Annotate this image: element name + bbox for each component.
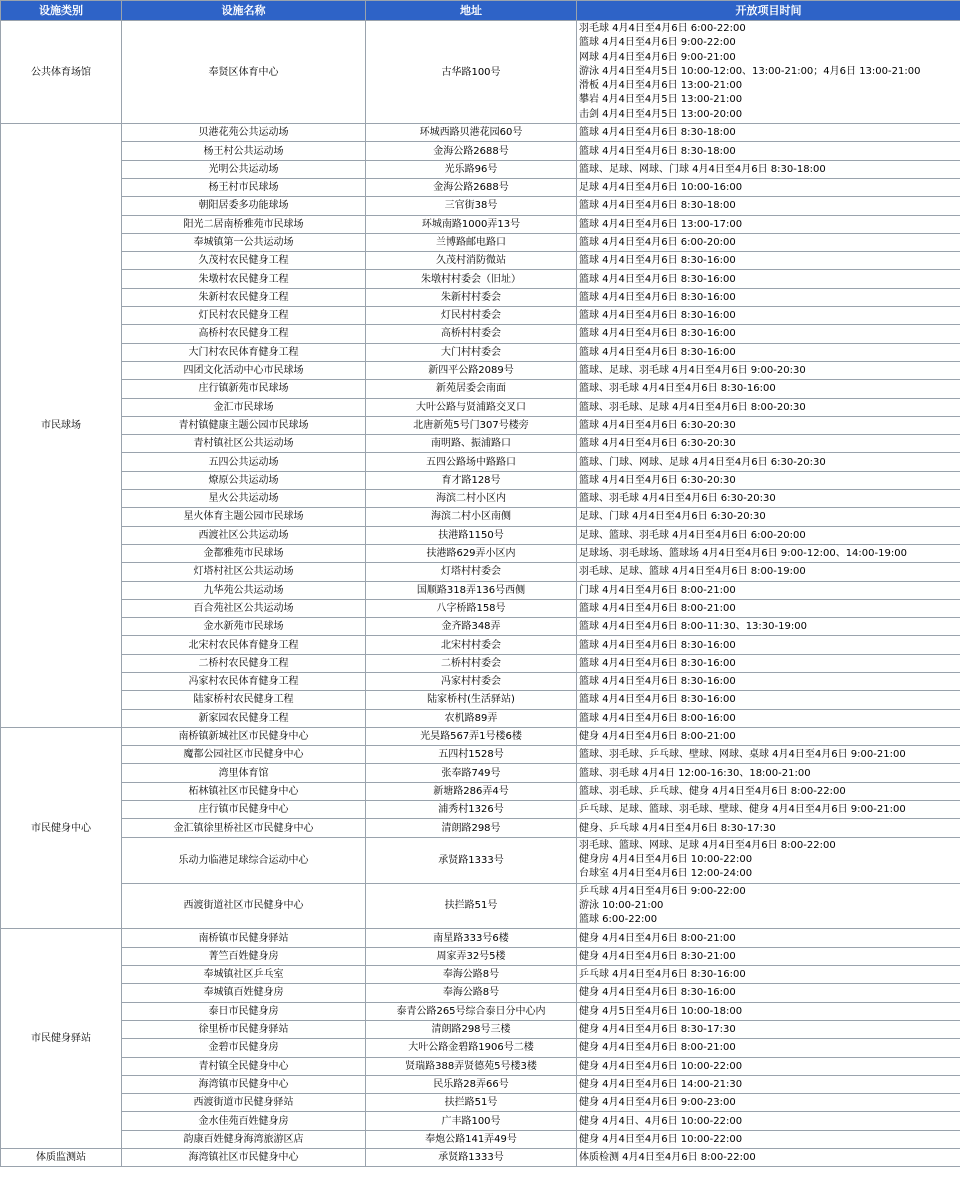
table-row xyxy=(1,270,960,288)
open-time-line: 篮球 4月4日至4月6日 9:00-22:00 xyxy=(579,37,736,49)
header-category: 设施类别 xyxy=(1,1,122,21)
open-time-cell xyxy=(577,618,960,636)
open-time-line: 健身 4月4日至4月6日 10:00-22:00 xyxy=(579,1060,743,1072)
open-time-line: 篮球 4月4日至4月6日 8:00-11:30、13:30-19:00 xyxy=(579,621,807,633)
facility-name-cell: 金碧市民健身房 xyxy=(122,1039,366,1057)
table-row xyxy=(1,984,960,1002)
table-row xyxy=(1,288,960,306)
open-time-cell xyxy=(577,563,960,581)
open-time-line: 健身 4月4日至4月6日 8:00-21:00 xyxy=(579,932,736,944)
facility-name-cell: 久茂村农民健身工程 xyxy=(122,252,366,270)
facility-name-cell: 青村镇全民健身中心 xyxy=(122,1057,366,1075)
address-cell: 光乐路96号 xyxy=(366,160,577,178)
table-row xyxy=(1,435,960,453)
open-time-line: 羽毛球、足球、篮球 4月4日至4月6日 8:00-19:00 xyxy=(579,566,806,578)
table-row xyxy=(1,160,960,178)
category-cell: 市民健身驿站 xyxy=(1,929,122,1149)
open-time-cell xyxy=(577,1094,960,1112)
table-row xyxy=(1,883,960,929)
open-time-line: 健身 4月4日至4月6日 8:00-21:00 xyxy=(579,731,736,743)
address-cell: 承贤路1333号 xyxy=(366,837,577,883)
address-cell: 灯民村村委会 xyxy=(366,307,577,325)
address-cell: 二桥村村委会 xyxy=(366,654,577,672)
open-time-cell xyxy=(577,416,960,434)
open-time-line: 健身 4月4日至4月6日 8:30-17:30 xyxy=(579,1024,736,1036)
open-time-cell xyxy=(577,21,960,124)
table-row xyxy=(1,1112,960,1130)
facility-name-cell: 金汇镇徐里桥社区市民健身中心 xyxy=(122,819,366,837)
open-time-line: 网球 4月4日至4月6日 9:00-21:00 xyxy=(579,51,736,63)
address-cell: 五四公路场中路路口 xyxy=(366,453,577,471)
table-row xyxy=(1,453,960,471)
open-time-line: 足球、篮球、羽毛球 4月4日至4月6日 6:00-20:00 xyxy=(579,529,806,541)
open-time-line: 游泳 10:00-21:00 xyxy=(579,899,664,911)
table-body xyxy=(1,21,960,1167)
facility-name-cell: 西渡街道市民健身驿站 xyxy=(122,1094,366,1112)
open-time-cell xyxy=(577,1057,960,1075)
facility-name-cell: 菁竺百姓健身房 xyxy=(122,947,366,965)
address-cell: 高桥村村委会 xyxy=(366,325,577,343)
address-cell: 八字桥路158号 xyxy=(366,599,577,617)
open-time-line: 足球场、羽毛球场、篮球场 4月4日至4月6日 9:00-12:00、14:00-19:00 xyxy=(579,548,907,560)
open-time-line: 击剑 4月4日至4月5日 13:00-20:00 xyxy=(579,108,743,120)
address-cell: 泰青公路265号综合泰日分中心内 xyxy=(366,1002,577,1020)
open-time-line: 篮球 4月4日至4月6日 8:00-16:00 xyxy=(579,712,736,724)
open-time-line: 篮球 6:00-22:00 xyxy=(579,914,658,926)
open-time-line: 乒乓球 4月4日至4月6日 8:30-16:00 xyxy=(579,969,746,981)
address-cell: 北唐新苑5号门307号楼旁 xyxy=(366,416,577,434)
open-time-line: 篮球 4月4日至4月6日 8:30-16:00 xyxy=(579,273,736,285)
table-row xyxy=(1,746,960,764)
facility-name-cell: 金水新苑市民球场 xyxy=(122,618,366,636)
open-time-cell xyxy=(577,178,960,196)
open-time-line: 篮球、足球、网球、门球 4月4日至4月6日 8:30-18:00 xyxy=(579,163,826,175)
open-time-cell xyxy=(577,490,960,508)
table-row xyxy=(1,709,960,727)
open-time-line: 篮球 4月4日至4月6日 8:30-16:00 xyxy=(579,694,736,706)
open-time-cell xyxy=(577,160,960,178)
facility-name-cell: 青村镇健康主题公园市民球场 xyxy=(122,416,366,434)
address-cell: 环城西路贝港花园60号 xyxy=(366,124,577,142)
open-time-line: 篮球 4月4日至4月6日 8:30-18:00 xyxy=(579,145,736,157)
table-row xyxy=(1,343,960,361)
facility-name-cell: 五四公共运动场 xyxy=(122,453,366,471)
address-cell: 南星路333号6楼 xyxy=(366,929,577,947)
address-cell: 承贤路1333号 xyxy=(366,1149,577,1167)
open-time-cell xyxy=(577,947,960,965)
facility-name-cell: 青村镇社区公共运动场 xyxy=(122,435,366,453)
address-cell: 奉海公路8号 xyxy=(366,984,577,1002)
address-cell: 新苑居委会南面 xyxy=(366,380,577,398)
facility-name-cell: 奉城镇第一公共运动场 xyxy=(122,233,366,251)
facility-name-cell: 星火体育主题公园市民球场 xyxy=(122,508,366,526)
table-row xyxy=(1,947,960,965)
open-time-line: 篮球、足球、羽毛球 4月4日至4月6日 9:00-20:30 xyxy=(579,365,806,377)
open-time-line: 篮球、门球、网球、足球 4月4日至4月6日 6:30-20:30 xyxy=(579,456,826,468)
facility-name-cell: 杨王村市民球场 xyxy=(122,178,366,196)
open-time-line: 健身 4月4日、4月6日 10:00-22:00 xyxy=(579,1115,743,1127)
open-time-line: 篮球 4月4日至4月6日 6:30-20:30 xyxy=(579,474,736,486)
open-time-cell xyxy=(577,1039,960,1057)
table-row xyxy=(1,801,960,819)
open-time-line: 门球 4月4日至4月6日 8:00-21:00 xyxy=(579,584,736,596)
category-cell: 市民健身中心 xyxy=(1,727,122,929)
address-cell: 扶拦路51号 xyxy=(366,1094,577,1112)
open-time-line: 篮球、羽毛球、乒乓球、健身 4月4日至4月6日 8:00-22:00 xyxy=(579,785,846,797)
table-row xyxy=(1,1002,960,1020)
address-cell: 新塘路286弄4号 xyxy=(366,782,577,800)
table-row xyxy=(1,380,960,398)
open-time-line: 篮球 4月4日至4月6日 6:30-20:30 xyxy=(579,419,736,431)
table-header xyxy=(1,1,960,21)
open-time-line: 足球、门球 4月4日至4月6日 6:30-20:30 xyxy=(579,511,766,523)
open-time-cell xyxy=(577,599,960,617)
table-row xyxy=(1,361,960,379)
header-facility-name: 设施名称 xyxy=(122,1,366,21)
table-row xyxy=(1,416,960,434)
table-row xyxy=(1,544,960,562)
address-cell: 金海公路2688号 xyxy=(366,178,577,196)
category-cell: 体质监测站 xyxy=(1,1149,122,1167)
table-row xyxy=(1,1149,960,1167)
address-cell: 大叶公路与贤浦路交叉口 xyxy=(366,398,577,416)
table-row xyxy=(1,307,960,325)
open-time-line: 乒乓球 4月4日至4月6日 9:00-22:00 xyxy=(579,885,746,897)
address-cell: 民乐路28弄66号 xyxy=(366,1075,577,1093)
facility-name-cell: 杨王村公共运动场 xyxy=(122,142,366,160)
header-address: 地址 xyxy=(366,1,577,21)
open-time-cell xyxy=(577,508,960,526)
open-time-line: 篮球 4月4日至4月6日 8:30-16:00 xyxy=(579,291,736,303)
table-row xyxy=(1,1039,960,1057)
table-row xyxy=(1,819,960,837)
open-time-cell xyxy=(577,1112,960,1130)
facility-name-cell: 灯民村农民健身工程 xyxy=(122,307,366,325)
table-row xyxy=(1,618,960,636)
open-time-cell xyxy=(577,819,960,837)
open-time-line: 篮球 4月4日至4月6日 8:30-18:00 xyxy=(579,127,736,139)
facility-name-cell: 高桥村农民健身工程 xyxy=(122,325,366,343)
facility-name-cell: 四团文化活动中心市民球场 xyxy=(122,361,366,379)
open-time-cell xyxy=(577,252,960,270)
address-cell: 久茂村消防微站 xyxy=(366,252,577,270)
table-row xyxy=(1,691,960,709)
table-row xyxy=(1,654,960,672)
open-time-cell xyxy=(577,270,960,288)
facility-name-cell: 乐动力临港足球综合运动中心 xyxy=(122,837,366,883)
address-cell: 南明路、振浦路口 xyxy=(366,435,577,453)
open-time-cell xyxy=(577,544,960,562)
table-row xyxy=(1,966,960,984)
open-time-line: 篮球、羽毛球 4月4日 12:00-16:30、18:00-21:00 xyxy=(579,767,811,779)
open-time-line: 篮球 4月4日至4月6日 8:30-16:00 xyxy=(579,310,736,322)
open-time-line: 篮球 4月4日至4月6日 8:30-18:00 xyxy=(579,200,736,212)
facility-name-cell: 陆家桥村农民健身工程 xyxy=(122,691,366,709)
open-time-cell xyxy=(577,307,960,325)
open-time-line: 足球 4月4日至4月6日 10:00-16:00 xyxy=(579,182,743,194)
address-cell: 五四村1528号 xyxy=(366,746,577,764)
open-time-cell xyxy=(577,929,960,947)
table-row xyxy=(1,215,960,233)
open-time-cell xyxy=(577,1130,960,1148)
facility-name-cell: 徐里桥市民健身驿站 xyxy=(122,1020,366,1038)
facility-name-cell: 西渡社区公共运动场 xyxy=(122,526,366,544)
facility-name-cell: 金水佳苑百姓健身房 xyxy=(122,1112,366,1130)
address-cell: 朱新村村委会 xyxy=(366,288,577,306)
facility-name-cell: 贝港花苑公共运动场 xyxy=(122,124,366,142)
open-time-cell xyxy=(577,453,960,471)
open-time-line: 篮球、羽毛球、足球 4月4日至4月6日 8:00-20:30 xyxy=(579,401,806,413)
open-time-cell xyxy=(577,782,960,800)
open-time-cell xyxy=(577,288,960,306)
address-cell: 国顺路318弄136号西侧 xyxy=(366,581,577,599)
address-cell: 大叶公路金碧路1906号二楼 xyxy=(366,1039,577,1057)
address-cell: 三官街38号 xyxy=(366,197,577,215)
open-time-line: 篮球 4月4日至4月6日 13:00-17:00 xyxy=(579,218,743,230)
address-cell: 朱墩村村委会（旧址） xyxy=(366,270,577,288)
table-row xyxy=(1,764,960,782)
facility-name-cell: 海湾镇社区市民健身中心 xyxy=(122,1149,366,1167)
facility-name-cell: 星火公共运动场 xyxy=(122,490,366,508)
open-time-cell xyxy=(577,197,960,215)
open-time-line: 篮球 4月4日至4月6日 6:00-20:00 xyxy=(579,237,736,248)
open-time-line: 健身 4月4日至4月6日 8:30-16:00 xyxy=(579,987,736,999)
address-cell: 海滨二村小区内 xyxy=(366,490,577,508)
facility-name-cell: 新家园农民健身工程 xyxy=(122,709,366,727)
open-time-line: 篮球 4月4日至4月6日 8:30-16:00 xyxy=(579,346,736,358)
open-time-cell xyxy=(577,1075,960,1093)
open-time-line: 乒乓球、足球、篮球、羽毛球、壁球、健身 4月4日至4月6日 9:00-21:00 xyxy=(579,804,906,816)
address-cell: 育才路128号 xyxy=(366,471,577,489)
table-row xyxy=(1,325,960,343)
address-cell: 金齐路348弄 xyxy=(366,618,577,636)
address-cell: 扶拦路51号 xyxy=(366,883,577,929)
open-time-cell xyxy=(577,380,960,398)
open-time-cell xyxy=(577,883,960,929)
table-row xyxy=(1,1057,960,1075)
table-row xyxy=(1,252,960,270)
open-time-line: 篮球 4月4日至4月6日 8:30-16:00 xyxy=(579,328,736,340)
open-time-line: 健身、乒乓球 4月4日至4月6日 8:30-17:30 xyxy=(579,822,776,834)
facility-name-cell: 魔都公园社区市民健身中心 xyxy=(122,746,366,764)
open-time-cell xyxy=(577,1020,960,1038)
facility-name-cell: 金都雅苑市民球场 xyxy=(122,544,366,562)
open-time-line: 健身房 4月4日至4月6日 10:00-22:00 xyxy=(579,853,753,865)
address-cell: 奉海公路8号 xyxy=(366,966,577,984)
address-cell: 张奉路749号 xyxy=(366,764,577,782)
open-time-line: 体质检测 4月4日至4月6日 8:00-22:00 xyxy=(579,1152,756,1164)
open-time-line: 健身 4月4日至4月6日 10:00-22:00 xyxy=(579,1133,743,1145)
open-time-line: 健身 4月4日至4月6日 8:00-21:00 xyxy=(579,1042,736,1054)
table-row xyxy=(1,142,960,160)
facility-name-cell: 奉贤区体育中心 xyxy=(122,21,366,124)
open-time-cell xyxy=(577,435,960,453)
open-time-cell xyxy=(577,691,960,709)
open-time-cell xyxy=(577,746,960,764)
open-time-cell xyxy=(577,672,960,690)
table-row xyxy=(1,1020,960,1038)
facility-name-cell: 海湾镇市民健身中心 xyxy=(122,1075,366,1093)
open-time-line: 篮球、羽毛球 4月4日至4月6日 6:30-20:30 xyxy=(579,493,776,505)
facility-name-cell: 韵康百姓健身海湾旅游区店 xyxy=(122,1130,366,1148)
open-time-cell xyxy=(577,398,960,416)
facility-name-cell: 南桥镇新城社区市民健身中心 xyxy=(122,727,366,745)
address-cell: 金海公路2688号 xyxy=(366,142,577,160)
facility-name-cell: 湾里体育馆 xyxy=(122,764,366,782)
open-time-line: 健身 4月5日至4月6日 10:00-18:00 xyxy=(579,1005,743,1017)
address-cell: 浦秀村1326号 xyxy=(366,801,577,819)
facility-name-cell: 西渡街道社区市民健身中心 xyxy=(122,883,366,929)
table-row xyxy=(1,471,960,489)
table-row xyxy=(1,124,960,142)
facility-name-cell: 百合苑社区公共运动场 xyxy=(122,599,366,617)
open-time-line: 攀岩 4月4日至4月5日 13:00-21:00 xyxy=(579,94,743,106)
open-time-cell xyxy=(577,581,960,599)
table-row xyxy=(1,672,960,690)
table-row xyxy=(1,233,960,251)
table-row xyxy=(1,1075,960,1093)
open-time-line: 游泳 4月4日至4月5日 10:00-12:00、13:00-21:00；4月6日 13:00-21:00 xyxy=(579,65,921,77)
address-cell: 扶港路629弄小区内 xyxy=(366,544,577,562)
address-cell: 农机路89弄 xyxy=(366,709,577,727)
open-time-cell xyxy=(577,343,960,361)
open-time-cell xyxy=(577,325,960,343)
facility-name-cell: 庄行镇市民健身中心 xyxy=(122,801,366,819)
table-row xyxy=(1,581,960,599)
address-cell: 北宋村村委会 xyxy=(366,636,577,654)
header-open-time: 开放项目时间 xyxy=(577,1,960,21)
table-row xyxy=(1,490,960,508)
facility-name-cell: 朝阳居委多功能球场 xyxy=(122,197,366,215)
facility-name-cell: 奉城镇百姓健身房 xyxy=(122,984,366,1002)
address-cell: 扶港路1150号 xyxy=(366,526,577,544)
facility-name-cell: 阳光二居南桥雅苑市民球场 xyxy=(122,215,366,233)
table-row xyxy=(1,636,960,654)
address-cell: 兰博路邮电路口 xyxy=(366,233,577,251)
facility-name-cell: 庄行镇新苑市民球场 xyxy=(122,380,366,398)
table-row xyxy=(1,526,960,544)
open-time-cell xyxy=(577,727,960,745)
open-time-line: 台球室 4月4日至4月6日 12:00-24:00 xyxy=(579,868,753,880)
open-time-cell xyxy=(577,636,960,654)
open-time-line: 篮球 4月4日至4月6日 6:30-20:30 xyxy=(579,438,736,450)
open-time-line: 篮球、羽毛球 4月4日至4月6日 8:30-16:00 xyxy=(579,383,776,395)
address-cell: 古华路100号 xyxy=(366,21,577,124)
address-cell: 陆家桥村(生活驿站) xyxy=(366,691,577,709)
open-time-line: 篮球、羽毛球、乒乓球、壁球、网球、桌球 4月4日至4月6日 9:00-21:00 xyxy=(579,749,906,761)
facility-name-cell: 柘林镇社区市民健身中心 xyxy=(122,782,366,800)
open-time-line: 健身 4月4日至4月6日 8:30-21:00 xyxy=(579,950,736,962)
facility-name-cell: 朱墩村农民健身工程 xyxy=(122,270,366,288)
address-cell: 广丰路100号 xyxy=(366,1112,577,1130)
table-row xyxy=(1,837,960,883)
open-time-cell xyxy=(577,526,960,544)
open-time-line: 健身 4月4日至4月6日 9:00-23:00 xyxy=(579,1097,736,1109)
address-cell: 清朗路298号三楼 xyxy=(366,1020,577,1038)
open-time-cell xyxy=(577,966,960,984)
table-row xyxy=(1,508,960,526)
open-time-cell xyxy=(577,764,960,782)
address-cell: 灯塔村村委会 xyxy=(366,563,577,581)
address-cell: 奉炮公路141弄49号 xyxy=(366,1130,577,1148)
facility-name-cell: 灯塔村社区公共运动场 xyxy=(122,563,366,581)
header-row xyxy=(1,1,960,21)
table-row xyxy=(1,21,960,124)
table-row xyxy=(1,1130,960,1148)
facility-name-cell: 金汇市民球场 xyxy=(122,398,366,416)
table-row xyxy=(1,197,960,215)
table-row xyxy=(1,398,960,416)
open-time-cell xyxy=(577,142,960,160)
facility-name-cell: 奉城镇社区乒乓室 xyxy=(122,966,366,984)
open-time-cell xyxy=(577,654,960,672)
open-time-line: 滑板 4月4日至4月6日 13:00-21:00 xyxy=(579,80,743,92)
open-time-cell xyxy=(577,801,960,819)
facility-name-cell: 朱新村农民健身工程 xyxy=(122,288,366,306)
table-row xyxy=(1,1094,960,1112)
facility-name-cell: 大门村农民体育健身工程 xyxy=(122,343,366,361)
open-time-cell xyxy=(577,361,960,379)
address-cell: 光昊路567弄1号楼6楼 xyxy=(366,727,577,745)
table-row xyxy=(1,727,960,745)
open-time-cell xyxy=(577,1149,960,1167)
category-cell: 市民球场 xyxy=(1,124,122,728)
facility-name-cell: 燎原公共运动场 xyxy=(122,471,366,489)
address-cell: 冯家村村委会 xyxy=(366,672,577,690)
facility-name-cell: 九华苑公共运动场 xyxy=(122,581,366,599)
address-cell: 环城南路1000弄13号 xyxy=(366,215,577,233)
facility-name-cell: 光明公共运动场 xyxy=(122,160,366,178)
address-cell: 新四平公路2089号 xyxy=(366,361,577,379)
category-cell: 公共体育场馆 xyxy=(1,21,122,124)
table-row xyxy=(1,599,960,617)
open-time-cell xyxy=(577,837,960,883)
facility-name-cell: 北宋村农民体育健身工程 xyxy=(122,636,366,654)
open-time-cell xyxy=(577,984,960,1002)
open-time-cell xyxy=(577,471,960,489)
open-time-cell xyxy=(577,233,960,251)
address-cell: 清朗路298号 xyxy=(366,819,577,837)
open-time-line: 篮球 4月4日至4月6日 8:30-16:00 xyxy=(579,676,736,688)
open-time-cell xyxy=(577,1002,960,1020)
open-time-line: 篮球 4月4日至4月6日 8:30-16:00 xyxy=(579,255,736,267)
open-time-line: 健身 4月4日至4月6日 14:00-21:30 xyxy=(579,1078,743,1090)
address-cell: 大门村村委会 xyxy=(366,343,577,361)
address-cell: 周家弄32号5楼 xyxy=(366,947,577,965)
open-time-cell xyxy=(577,215,960,233)
facility-name-cell: 二桥村农民健身工程 xyxy=(122,654,366,672)
table-row xyxy=(1,782,960,800)
table-row xyxy=(1,929,960,947)
address-cell: 海滨二村小区南侧 xyxy=(366,508,577,526)
open-time-line: 羽毛球 4月4日至4月6日 6:00-22:00 xyxy=(579,23,746,34)
facility-name-cell: 南桥镇市民健身驿站 xyxy=(122,929,366,947)
open-time-line: 篮球 4月4日至4月6日 8:30-16:00 xyxy=(579,657,736,669)
table-row xyxy=(1,178,960,196)
address-cell: 贤瑞路388弄贤德苑5号楼3楼 xyxy=(366,1057,577,1075)
facility-name-cell: 冯家村农民体育健身工程 xyxy=(122,672,366,690)
open-time-cell xyxy=(577,709,960,727)
open-time-line: 羽毛球、篮球、网球、足球 4月4日至4月6日 8:00-22:00 xyxy=(579,839,836,851)
facility-name-cell: 泰日市民健身房 xyxy=(122,1002,366,1020)
open-time-cell xyxy=(577,124,960,142)
open-time-line: 篮球 4月4日至4月6日 8:00-21:00 xyxy=(579,602,736,614)
table-row xyxy=(1,563,960,581)
open-time-line: 篮球 4月4日至4月6日 8:30-16:00 xyxy=(579,639,736,651)
